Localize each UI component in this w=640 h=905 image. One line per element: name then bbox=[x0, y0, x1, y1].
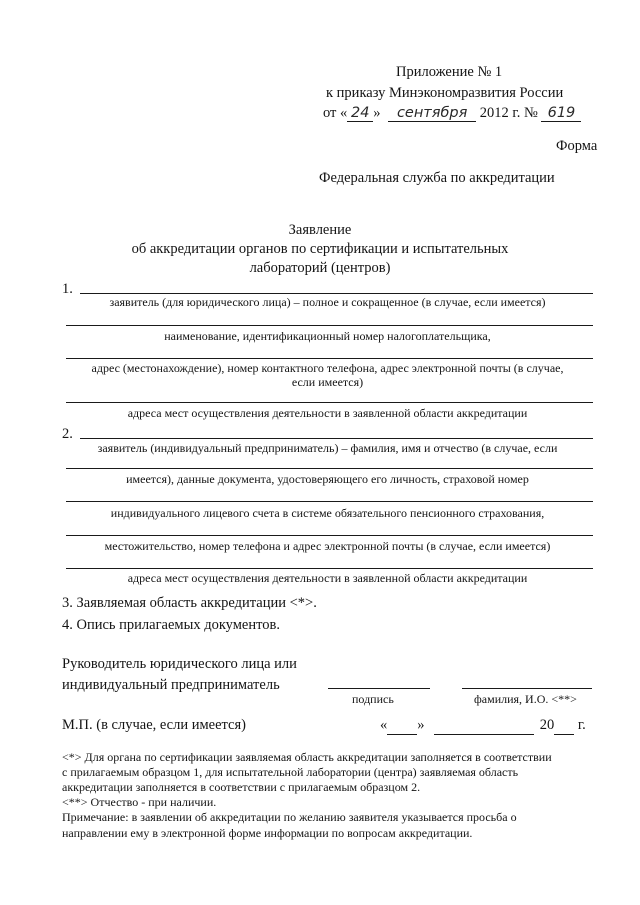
item-4-documents-list: 4. Опись прилагаемых документов. bbox=[62, 617, 280, 633]
section-2-field-line-3 bbox=[66, 501, 593, 502]
date-prefix: от « bbox=[323, 105, 348, 121]
section-1-caption-4: адреса мест осуществления деятельности в заявленной области аккредитации bbox=[127, 406, 528, 420]
section-2-caption-3: индивидуального лицевого счета в системе обязательного пенсионного страхования, bbox=[110, 506, 545, 520]
section-1-caption-1: заявитель (для юридического лица) – полное и сокращенное (в случае, если имеется) bbox=[109, 295, 546, 309]
section-2-field-line-2 bbox=[66, 468, 593, 469]
document-title-line2: об аккредитации органов по сертификации и испытательных bbox=[131, 241, 509, 257]
order-month: сентября bbox=[388, 105, 476, 122]
section-1-caption-3b: если имеется) bbox=[291, 375, 364, 389]
footnote-1-line1: <*> Для органа по сертификации заявляемая область аккредитации заполняется в соответствии bbox=[62, 750, 552, 764]
footnote-1-line2: с прилагаемым образцом 1, для испытательной лаборатории (центра) заявляемая область bbox=[62, 765, 519, 779]
sign-date-line bbox=[380, 717, 586, 735]
sign-year-prefix: 20 bbox=[539, 717, 555, 733]
remark-line2: направлении ему в электронной форме информации по вопросам аккредитации. bbox=[62, 826, 473, 840]
footnote-1-line3: аккредитации заполняется в соответствии с прилагаемым образцом 2. bbox=[62, 780, 421, 794]
section-1-field-line-3 bbox=[66, 358, 593, 359]
head-title-line2: индивидуальный предприниматель bbox=[62, 677, 280, 693]
section-1-field-line-1 bbox=[80, 293, 593, 294]
section-2-caption-2: имеется), данные документа, удостоверяющего его личность, страховой номер bbox=[126, 472, 529, 486]
section-2-field-line-5 bbox=[66, 568, 593, 569]
section-1-caption-3: адрес (местонахождение), номер контактного телефона, адрес электронной почты (в случае, bbox=[91, 361, 564, 375]
appendix-number: Приложение № 1 bbox=[396, 64, 503, 80]
sign-year-suffix: г. bbox=[577, 717, 586, 733]
section-2-number: 2. bbox=[62, 426, 73, 442]
order-reference: к приказу Минэкономразвития России bbox=[326, 85, 564, 101]
section-1-field-line-4 bbox=[66, 402, 593, 403]
footnote-2: <**> Отчество - при наличии. bbox=[62, 795, 217, 809]
section-1-caption-2: наименование, идентификационный номер налогоплательщика, bbox=[164, 329, 491, 343]
form-label: Форма bbox=[556, 138, 598, 154]
sign-month-field bbox=[434, 717, 534, 735]
item-3-accreditation-scope: 3. Заявляемая область аккредитации <*>. bbox=[62, 595, 317, 611]
order-day: 24 bbox=[347, 105, 373, 122]
order-date-line bbox=[323, 105, 581, 122]
section-1-number: 1. bbox=[62, 281, 73, 297]
document-title: Заявление bbox=[288, 222, 352, 238]
agency-name: Федеральная служба по аккредитации bbox=[319, 170, 555, 186]
remark-line1: Примечание: в заявлении об аккредитации по желанию заявителя указывается просьба о bbox=[62, 810, 517, 824]
head-title-line1: Руководитель юридического лица или bbox=[62, 656, 297, 672]
stamp-label: М.П. (в случае, если имеется) bbox=[62, 717, 246, 733]
section-2-caption-4: местожительство, номер телефона и адрес электронной почты (в случае, если имеется) bbox=[104, 539, 551, 553]
section-2-field-line-4 bbox=[66, 535, 593, 536]
sign-day-field bbox=[387, 717, 417, 735]
name-label: фамилия, И.О. <**> bbox=[474, 692, 577, 706]
section-1-field-line-2 bbox=[66, 325, 593, 326]
section-2-caption-1: заявитель (индивидуальный предприниматель) – фамилия, имя и отчество (в случае, если bbox=[97, 441, 558, 455]
name-field-line bbox=[462, 688, 592, 689]
section-2-caption-5: адреса мест осуществления деятельности в заявленной области аккредитации bbox=[127, 571, 528, 585]
signature-field-line bbox=[328, 688, 430, 689]
signature-label: подпись bbox=[352, 692, 394, 706]
date-close: » bbox=[373, 105, 381, 121]
sign-date-close: » bbox=[417, 717, 425, 733]
order-number: 619 bbox=[541, 105, 581, 122]
sign-year-field bbox=[554, 717, 574, 735]
section-2-field-line-1 bbox=[80, 438, 593, 439]
document-title-line3: лабораторий (центров) bbox=[249, 260, 391, 276]
order-year: 2012 г. № bbox=[479, 105, 538, 121]
sign-date-open: « bbox=[380, 717, 388, 733]
